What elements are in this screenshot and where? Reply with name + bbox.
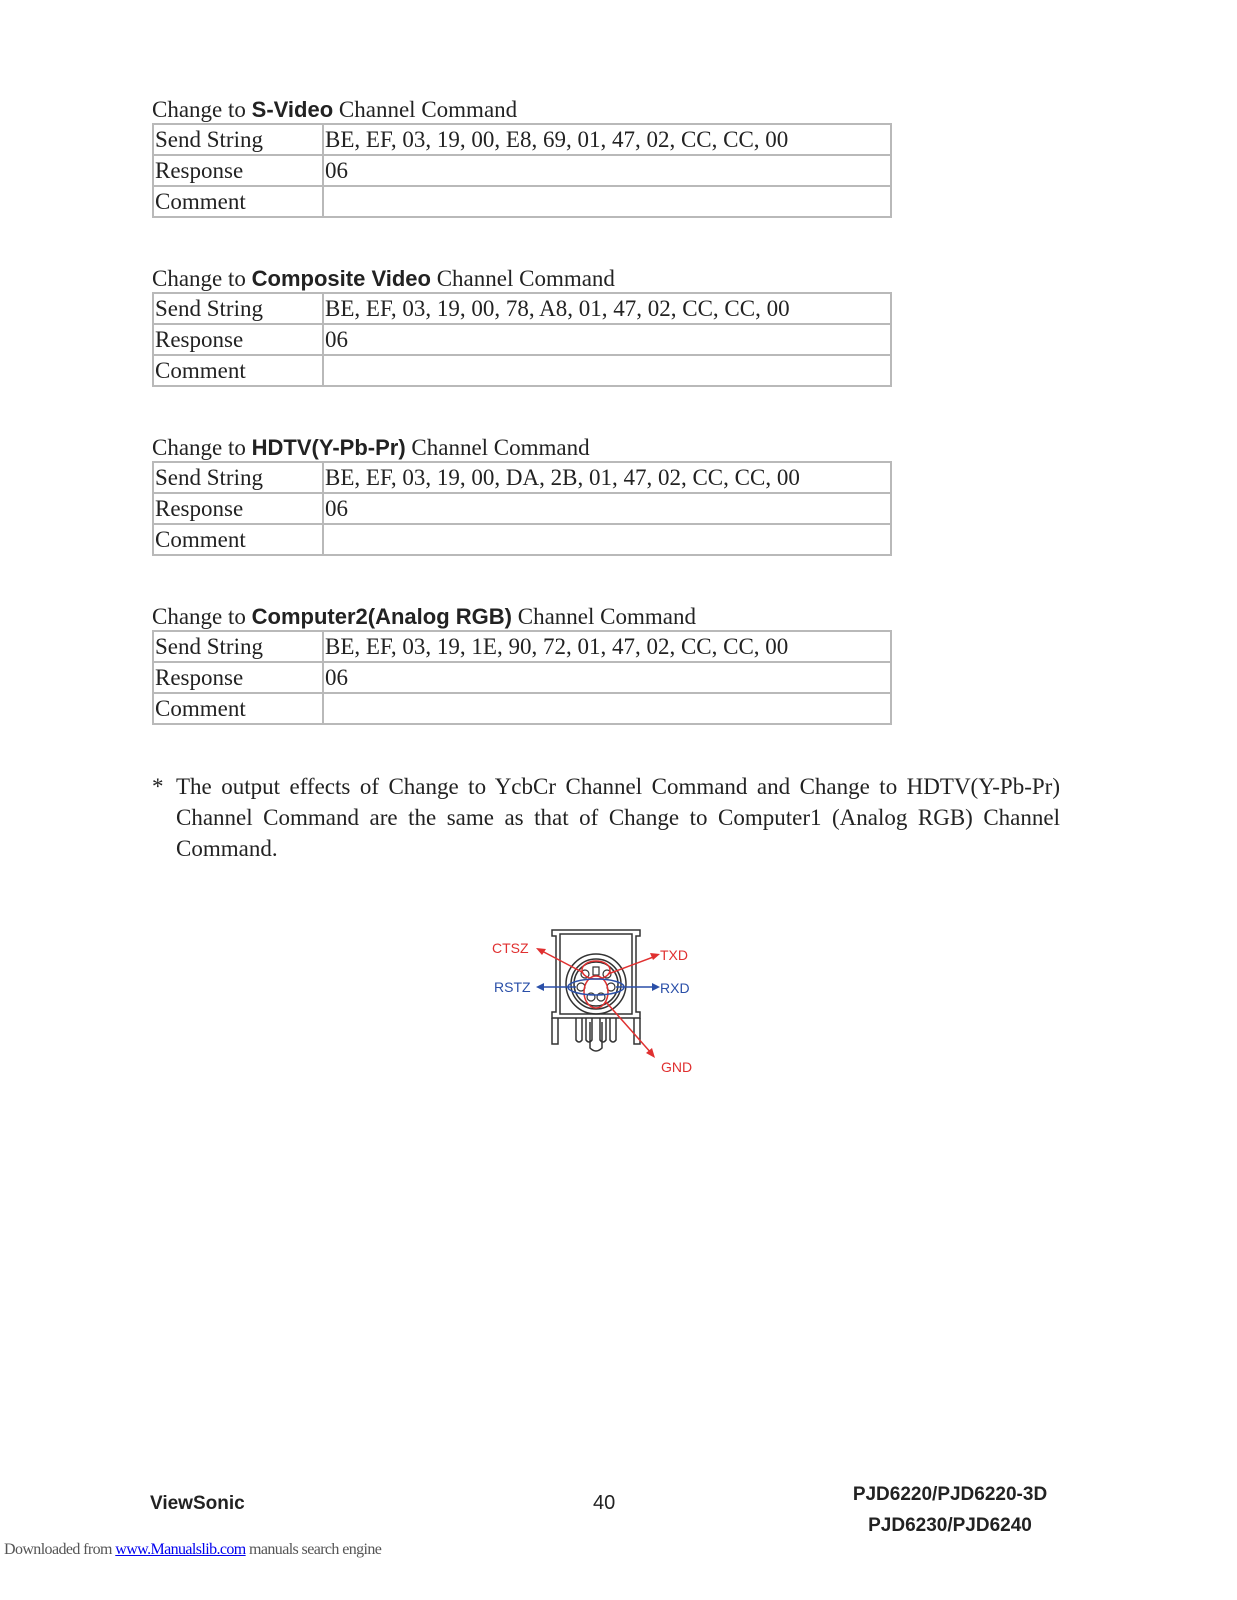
row-value: 06 — [323, 493, 891, 524]
table-row — [153, 631, 891, 662]
label-gnd: GND — [661, 1059, 693, 1075]
footer-brand: ViewSonic — [150, 1493, 245, 1514]
command-section-computer2 — [152, 604, 892, 725]
download-banner: Downloaded from www.Manualslib.com manuals search engine — [4, 1541, 382, 1558]
row-value — [323, 524, 891, 555]
row-label: Comment — [153, 693, 323, 724]
row-label: Send String — [153, 293, 323, 324]
page-number: 40 — [593, 1492, 616, 1514]
models-line-1: PJD6220/PJD6220-3D — [852, 1484, 1048, 1505]
row-label: Send String — [153, 462, 323, 493]
row-value: BE, EF, 03, 19, 00, 78, A8, 01, 47, 02, CC, CC, 00 — [323, 293, 891, 324]
table-row — [153, 155, 891, 186]
footnote-text: The output effects of Change to YcbCr Channel Command and Change to HDTV(Y-Pb-Pr) Channel Command are the same as that of Change to Computer1 (Analog RGB) Channel Command. — [176, 774, 1060, 861]
manualslib-link[interactable]: www.Manualslib.com — [115, 1541, 246, 1558]
section-title: Change to Computer2(Analog RGB) Channel Command — [152, 604, 696, 629]
footnote — [152, 771, 1060, 864]
label-txd: TXD — [660, 947, 688, 963]
label-rstz: RSTZ — [494, 979, 531, 995]
section-title: Change to Composite Video Channel Command — [152, 266, 615, 291]
label-rxd: RXD — [660, 980, 690, 996]
row-label: Response — [153, 155, 323, 186]
row-value: 06 — [323, 155, 891, 186]
table-row — [153, 293, 891, 324]
row-value: BE, EF, 03, 19, 1E, 90, 72, 01, 47, 02, CC, CC, 00 — [323, 631, 891, 662]
row-value — [323, 355, 891, 386]
table-row — [153, 693, 891, 724]
label-ctsz: CTSZ — [492, 940, 529, 956]
row-value — [323, 693, 891, 724]
command-table — [152, 630, 892, 725]
section-title: Change to S-Video Channel Command — [152, 97, 518, 122]
row-value: BE, EF, 03, 19, 00, DA, 2B, 01, 47, 02, CC, CC, 00 — [323, 462, 891, 493]
row-label: Response — [153, 324, 323, 355]
command-table — [152, 292, 892, 387]
table-row — [153, 462, 891, 493]
table-row — [153, 186, 891, 217]
models-line-2: PJD6230/PJD6240 — [868, 1515, 1032, 1536]
footnote-marker: * — [152, 774, 164, 799]
table-row — [153, 662, 891, 693]
row-label: Response — [153, 662, 323, 693]
table-row — [153, 355, 891, 386]
table-row — [153, 524, 891, 555]
section-title: Change to HDTV(Y-Pb-Pr) Channel Command — [152, 435, 590, 460]
blue-signal-traces — [540, 979, 656, 995]
row-label: Send String — [153, 124, 323, 155]
connector-svg — [480, 922, 720, 1082]
command-table — [152, 461, 892, 556]
connector-housing — [552, 930, 640, 1051]
command-section-hdtv — [152, 435, 892, 556]
row-label: Comment — [153, 355, 323, 386]
row-value: 06 — [323, 662, 891, 693]
table-row — [153, 124, 891, 155]
command-table — [152, 123, 892, 218]
row-label: Comment — [153, 186, 323, 217]
footer-models — [820, 1479, 1080, 1541]
command-section-s-video — [152, 97, 892, 218]
row-label: Response — [153, 493, 323, 524]
command-section-composite-video — [152, 266, 892, 387]
row-label: Comment — [153, 524, 323, 555]
row-value: 06 — [323, 324, 891, 355]
table-row — [153, 324, 891, 355]
mini-din-connector-diagram — [480, 922, 720, 1082]
row-label: Send String — [153, 631, 323, 662]
table-row — [153, 493, 891, 524]
row-value — [323, 186, 891, 217]
row-value: BE, EF, 03, 19, 00, E8, 69, 01, 47, 02, CC, CC, 00 — [323, 124, 891, 155]
